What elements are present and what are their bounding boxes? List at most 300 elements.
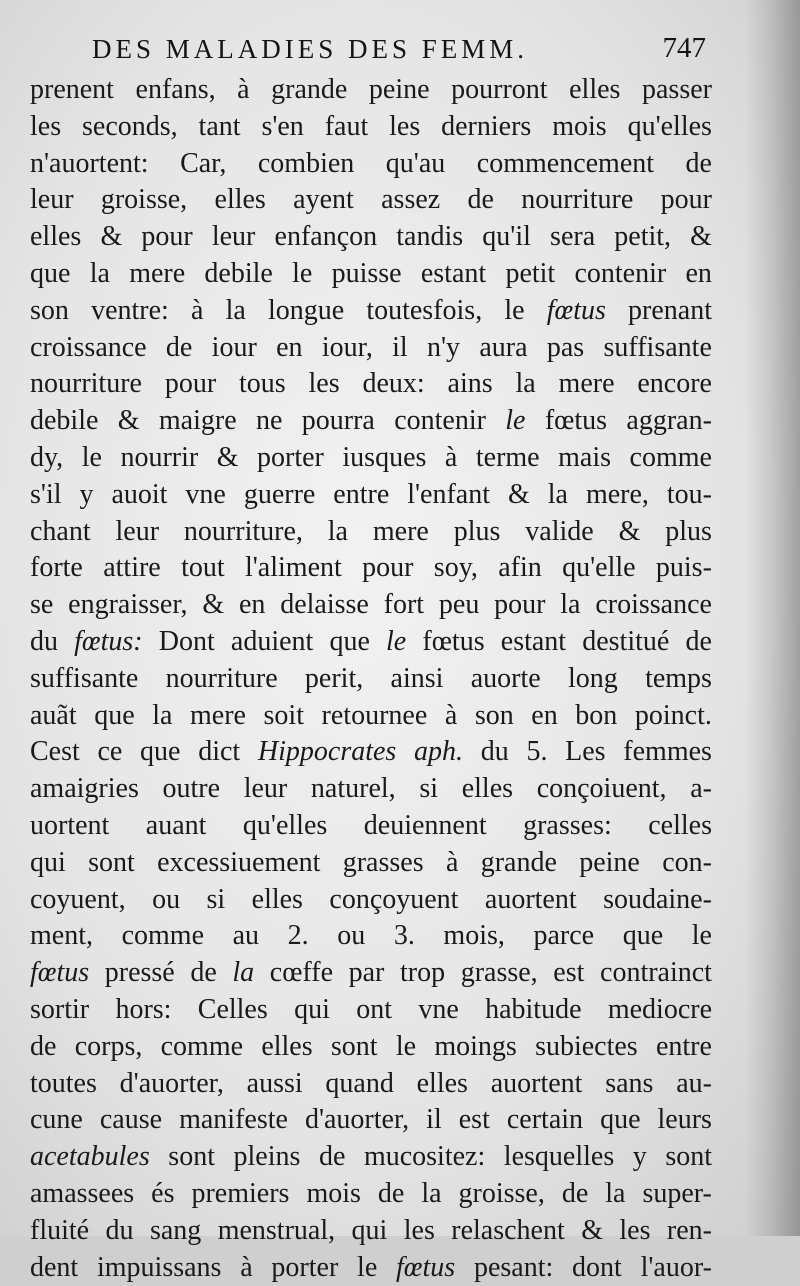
word: tandis — [396, 219, 463, 256]
word: menstrual, — [218, 1213, 335, 1250]
word: que — [140, 734, 180, 771]
word: s'il — [30, 477, 62, 514]
text-line — [30, 587, 712, 624]
word: de — [686, 146, 712, 183]
word: vne — [418, 992, 458, 1029]
word: toutes — [30, 1066, 97, 1103]
word: à — [237, 72, 249, 109]
word: qu'elles — [243, 808, 327, 845]
word: est — [553, 955, 584, 992]
word: soy, — [434, 550, 478, 587]
word: leur — [212, 219, 256, 256]
word: en — [239, 587, 265, 624]
word: les — [309, 366, 340, 403]
word: aggran- — [626, 403, 712, 440]
word: a- — [690, 771, 712, 808]
word: mere — [559, 366, 615, 403]
word: grande — [271, 72, 347, 109]
word: du — [481, 734, 509, 771]
word: sortir — [30, 992, 89, 1029]
word: deuiennent — [364, 808, 487, 845]
word: cœffe — [270, 955, 333, 992]
word: auãt — [30, 698, 77, 735]
word: & — [690, 219, 712, 256]
text-line — [30, 109, 712, 146]
word: premiers — [191, 1176, 289, 1213]
text-line — [30, 256, 712, 293]
word: son — [30, 293, 69, 330]
word: groisse, — [459, 1176, 545, 1213]
word: pour — [494, 587, 545, 624]
word: il — [426, 1102, 442, 1139]
word: dent — [30, 1250, 78, 1286]
word: qu'elle — [562, 550, 635, 587]
word: de — [468, 182, 494, 219]
word: estant — [421, 256, 486, 293]
word: debile — [30, 403, 98, 440]
word: assez — [381, 182, 440, 219]
text-line — [30, 72, 712, 109]
word: nourrir — [120, 440, 198, 477]
word: sont — [665, 1139, 712, 1176]
word: parce — [533, 918, 594, 955]
word: seconds, — [82, 109, 178, 146]
text-line — [30, 918, 712, 955]
word: mediocre — [608, 992, 712, 1029]
word: toutesfois, — [366, 293, 482, 330]
word: chant — [30, 514, 91, 551]
word: suffisante — [30, 661, 138, 698]
word: entre — [333, 477, 389, 514]
word: elles — [569, 72, 620, 109]
word: les — [389, 109, 420, 146]
word: 2. — [288, 918, 309, 955]
word: manifeste — [179, 1102, 288, 1139]
text-line — [30, 992, 712, 1029]
word: poinct. — [635, 698, 712, 735]
word: contenir — [394, 403, 486, 440]
word: aduient — [231, 624, 313, 661]
word: subiectes — [535, 1029, 638, 1066]
page-header — [92, 30, 714, 70]
word: l'enfant — [407, 477, 490, 514]
word: y — [633, 1139, 647, 1176]
text-line — [30, 882, 712, 919]
text-line — [30, 734, 712, 771]
word: l'aliment — [245, 550, 342, 587]
word: d'auorter, — [305, 1102, 409, 1139]
word: tou- — [667, 477, 712, 514]
word: combien — [258, 146, 354, 183]
word: forte — [30, 550, 83, 587]
word: que — [600, 1102, 640, 1139]
word: à — [240, 1250, 252, 1286]
word: que — [30, 256, 70, 293]
word: fœtus — [396, 1250, 455, 1286]
word: ventre: — [91, 293, 169, 330]
word: passer — [642, 72, 712, 109]
word: croissance — [595, 587, 712, 624]
word: auoit — [111, 477, 167, 514]
word: comme — [122, 918, 204, 955]
word: ou — [337, 918, 365, 955]
word: & — [202, 587, 224, 624]
word: coyuent, — [30, 882, 126, 919]
word: nourriture — [521, 182, 633, 219]
word: conçoiuent, — [537, 771, 667, 808]
word: auant — [146, 808, 207, 845]
word: encore — [637, 366, 712, 403]
word: delaisse — [280, 587, 369, 624]
word: celles — [648, 808, 712, 845]
word: iour, — [322, 330, 373, 367]
text-line — [30, 366, 712, 403]
word: la — [605, 1176, 625, 1213]
word: le — [505, 403, 525, 440]
word: elles — [462, 771, 513, 808]
word: Hippocrates — [258, 734, 396, 771]
word: n'y — [427, 330, 460, 367]
text-line — [30, 403, 712, 440]
word: le — [504, 293, 524, 330]
word: plus — [454, 514, 501, 551]
text-line — [30, 146, 712, 183]
text-line — [30, 440, 712, 477]
word: mere — [190, 698, 246, 735]
word: guerre — [244, 477, 316, 514]
word: comme — [630, 440, 712, 477]
word: sans — [605, 1066, 653, 1103]
word: peine — [579, 845, 640, 882]
word: auortent — [491, 1066, 583, 1103]
word: de — [30, 1029, 56, 1066]
word: derniers — [441, 109, 531, 146]
word: ren- — [667, 1213, 712, 1250]
word: qui — [294, 992, 330, 1029]
word: à — [191, 293, 203, 330]
word: Celles — [198, 992, 268, 1029]
word: debile — [204, 256, 272, 293]
word: entre — [656, 1029, 712, 1066]
text-line — [30, 293, 712, 330]
word: le — [82, 440, 102, 477]
word: & — [619, 514, 641, 551]
word: la — [232, 955, 254, 992]
word: de — [685, 624, 711, 661]
word: fœtus — [30, 955, 89, 992]
word: groisse, — [101, 182, 187, 219]
text-line — [30, 330, 712, 367]
word: est — [459, 1102, 490, 1139]
word: qui — [352, 1213, 388, 1250]
word: qu'elles — [628, 109, 712, 146]
text-line — [30, 808, 712, 845]
text-line — [30, 1102, 712, 1139]
text-line — [30, 219, 712, 256]
word: fœtus — [422, 624, 484, 661]
word: ne — [256, 403, 282, 440]
word: peine — [369, 72, 430, 109]
word: cune — [30, 1102, 83, 1139]
text-line — [30, 771, 712, 808]
word: que — [94, 698, 134, 735]
word: iour — [212, 330, 257, 367]
word: mois — [552, 109, 606, 146]
word: d'auorter, — [120, 1066, 224, 1103]
word: auortent — [485, 882, 577, 919]
word: la — [152, 698, 172, 735]
word: croissance — [30, 330, 147, 367]
word: se — [30, 587, 53, 624]
word: & — [508, 477, 530, 514]
word: grasses: — [523, 808, 612, 845]
word: pourra — [302, 403, 375, 440]
word: pas — [547, 330, 584, 367]
word: grasses — [343, 845, 424, 882]
word: mere — [129, 256, 185, 293]
word: trop — [400, 955, 445, 992]
word: & — [100, 219, 122, 256]
word: soudaine- — [603, 882, 712, 919]
word: excessiuement — [157, 845, 320, 882]
word: mais — [558, 440, 611, 477]
text-line — [30, 624, 712, 661]
word: si — [419, 771, 438, 808]
word: sont — [88, 845, 135, 882]
word: n'auortent: — [30, 146, 149, 183]
word: qui — [30, 845, 66, 882]
word: vne — [185, 477, 225, 514]
word: contrainct — [600, 955, 712, 992]
word: le — [386, 624, 406, 661]
text-line — [30, 1029, 712, 1066]
word: grasse, — [461, 955, 538, 992]
word: & — [217, 440, 239, 477]
word: amassees — [30, 1176, 134, 1213]
word: leurs — [658, 1102, 712, 1139]
word: & — [581, 1213, 603, 1250]
word: la — [548, 477, 568, 514]
word: relaschent — [451, 1213, 565, 1250]
word: dont — [572, 1250, 622, 1286]
word: & — [118, 403, 140, 440]
word: longue — [268, 293, 344, 330]
text-line — [30, 1213, 712, 1250]
word: mere, — [586, 477, 649, 514]
text-line — [30, 1176, 712, 1213]
word: en — [276, 330, 302, 367]
word: perit, — [305, 661, 363, 698]
word: Cest — [30, 734, 80, 771]
word: les — [404, 1213, 435, 1250]
word: temps — [645, 661, 712, 698]
word: les — [30, 109, 61, 146]
word: la — [560, 587, 580, 624]
word: prenent — [30, 72, 114, 109]
word: pour — [362, 550, 413, 587]
word: terme — [476, 440, 540, 477]
text-line — [30, 514, 712, 551]
word: sang — [150, 1213, 201, 1250]
word: de — [319, 1139, 345, 1176]
word: s'en — [261, 109, 303, 146]
word: hors: — [115, 992, 171, 1029]
word: pourront — [451, 72, 547, 109]
word: en — [685, 256, 711, 293]
word: mois — [306, 1176, 360, 1213]
word: du — [30, 624, 58, 661]
word: certain — [507, 1102, 583, 1139]
word: destitué — [582, 624, 669, 661]
word: aussi — [247, 1066, 303, 1103]
word: pleins — [234, 1139, 301, 1176]
text-line — [30, 845, 712, 882]
text-line — [30, 1139, 712, 1176]
word: pour — [165, 366, 216, 403]
word: de — [378, 1176, 404, 1213]
running-title: DES MALADIES DES FEMM. — [92, 34, 528, 65]
word: mere — [373, 514, 429, 551]
word: au- — [676, 1066, 712, 1103]
word: aph. — [414, 734, 463, 771]
word: le — [292, 256, 312, 293]
word: leur — [30, 182, 74, 219]
word: outre — [163, 771, 221, 808]
word: con- — [662, 845, 712, 882]
word: fort — [384, 587, 424, 624]
word: à — [446, 845, 458, 882]
word: habitude — [485, 992, 581, 1029]
word: en — [531, 698, 557, 735]
text-line — [30, 661, 712, 698]
word: ayent — [293, 182, 354, 219]
word: faut — [325, 109, 369, 146]
word: puis- — [656, 550, 712, 587]
word: si — [207, 882, 226, 919]
word: le — [396, 1029, 416, 1066]
word: la — [421, 1176, 441, 1213]
word: fœtus: — [74, 624, 142, 661]
word: petit, — [614, 219, 671, 256]
word: engraisser, — [68, 587, 187, 624]
word: les — [619, 1213, 650, 1250]
text-line — [30, 550, 712, 587]
text-line — [30, 955, 712, 992]
word: super- — [642, 1176, 711, 1213]
word: tout — [181, 550, 225, 587]
word: 3. — [394, 918, 415, 955]
word: la — [328, 514, 348, 551]
word: contenir — [574, 256, 666, 293]
text-line — [30, 698, 712, 735]
word: conçoyuent — [329, 882, 458, 919]
word: de — [166, 330, 192, 367]
text-line — [30, 1066, 712, 1103]
text-line — [30, 477, 712, 514]
word: elles — [252, 882, 303, 919]
word: pressé — [105, 955, 175, 992]
text-line — [30, 182, 712, 219]
word: grande — [481, 845, 557, 882]
word: nourriture, — [184, 514, 303, 551]
word: fœtus — [547, 293, 606, 330]
word: porter — [271, 1250, 338, 1286]
word: l'auor- — [641, 1250, 712, 1286]
word: uortent — [30, 808, 109, 845]
word: dict — [198, 734, 240, 771]
word: retournee — [322, 698, 428, 735]
word: auorte — [471, 661, 541, 698]
word: dy, — [30, 440, 63, 477]
word: de — [562, 1176, 588, 1213]
word: y — [79, 477, 93, 514]
word: cause — [100, 1102, 162, 1139]
word: du — [106, 1213, 134, 1250]
word: naturel, — [311, 771, 396, 808]
word: elles — [215, 182, 266, 219]
word: petit — [505, 256, 555, 293]
word: elles — [261, 1029, 312, 1066]
word: mucositez: — [364, 1139, 485, 1176]
word: enfançon — [275, 219, 378, 256]
word: prenant — [628, 293, 712, 330]
word: sera — [550, 219, 595, 256]
word: és — [151, 1176, 174, 1213]
page-gutter-shadow — [745, 0, 800, 1236]
word: qu'il — [482, 219, 531, 256]
word: porter — [257, 440, 324, 477]
word: tant — [199, 109, 241, 146]
word: comme — [161, 1029, 243, 1066]
page-number: 747 — [663, 32, 707, 65]
word: long — [568, 661, 618, 698]
word: moings — [434, 1029, 516, 1066]
word: maigre — [159, 403, 237, 440]
word: sont — [168, 1139, 215, 1176]
word: attire — [103, 550, 161, 587]
word: nourriture — [30, 366, 142, 403]
word: de — [190, 955, 216, 992]
word: ont — [356, 992, 392, 1029]
word: commencement — [477, 146, 654, 183]
word: ains — [448, 366, 493, 403]
word: ainsi — [391, 661, 444, 698]
word: afin — [498, 550, 542, 587]
word: valide — [525, 514, 593, 551]
word: aura — [479, 330, 527, 367]
word: son — [475, 698, 514, 735]
word: à — [445, 440, 457, 477]
word: pesant: — [474, 1250, 553, 1286]
word: plus — [665, 514, 712, 551]
word: par — [349, 955, 385, 992]
word: deux: — [362, 366, 424, 403]
word: bon — [575, 698, 617, 735]
word: suffisante — [604, 330, 712, 367]
word: femmes — [623, 734, 712, 771]
word: impuissans — [97, 1250, 221, 1286]
word: corps, — [75, 1029, 143, 1066]
word: peu — [439, 587, 479, 624]
word: fœtus — [545, 403, 607, 440]
word: mois, — [443, 918, 504, 955]
word: Car, — [180, 146, 226, 183]
word: elles — [30, 219, 81, 256]
word: sont — [331, 1029, 378, 1066]
word: à — [445, 698, 457, 735]
word: soit — [264, 698, 304, 735]
word: tous — [239, 366, 286, 403]
